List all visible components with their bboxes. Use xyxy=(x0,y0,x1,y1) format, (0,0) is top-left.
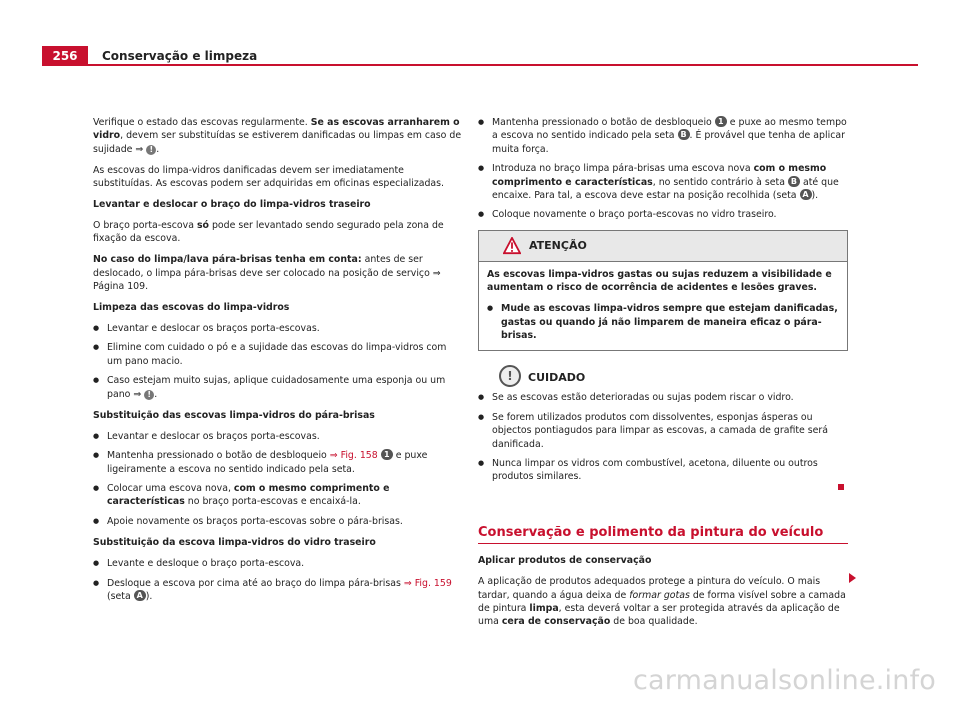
caution-header xyxy=(478,365,848,391)
label-badge: A xyxy=(800,189,812,200)
continue-arrow-icon xyxy=(849,573,856,583)
list-item: ● Introduza no braço limpa pára-brisas uma escova nova com o mesmo comprimento e características, no sentido contrário à seta B até que encaixe. Para tal, a escova deve estar na posição recolhida (seta A ). xyxy=(478,162,848,202)
list-item: ● Caso estejam muito sujas, aplique cuidadosamente uma esponja ou um pano ⇒ ! . xyxy=(93,374,463,401)
warning-header xyxy=(479,231,847,262)
warning-title: ATENÇÃO xyxy=(529,238,587,252)
list-item: ● Levantar e deslocar os braços porta-escovas. xyxy=(93,430,463,443)
subheading: Substituição da escova limpa-vidros do vidro traseiro xyxy=(93,537,376,549)
section-title: Conservação e limpeza xyxy=(102,49,258,63)
watermark: carmanualsonline.info xyxy=(633,664,936,696)
list-item: ● Mantenha pressionado o botão de desbloqueio ⇒ Fig. 158 1 e puxe ligeiramente a escova no sentido indicado pela seta. xyxy=(93,449,463,476)
paragraph: As escovas do limpa-vidros danificadas devem ser imediatamente substituídas. As escovas podem ser adquiridas em oficinas especializadas. xyxy=(93,164,445,190)
header-rule xyxy=(42,64,918,66)
label-badge: B xyxy=(678,129,690,140)
label-badge: 1 xyxy=(715,116,727,127)
warning-box xyxy=(478,230,848,352)
page-number: 256 xyxy=(42,46,88,66)
caution-icon: ! xyxy=(144,390,154,400)
right-column xyxy=(478,116,848,636)
subheading: Limpeza das escovas do limpa-vidros xyxy=(93,301,290,313)
paragraph: No caso do limpa/lava pára-brisas tenha em conta: antes de ser deslocado, o limpa pára-brisas deve ser colocado na posição de serviço ⇒ Página 109. xyxy=(93,254,441,293)
paragraph: O braço porta-escova só pode ser levantado sendo segurado pela zona de fixação da escova. xyxy=(93,219,444,245)
subheading: Aplicar produtos de conservação xyxy=(478,555,652,567)
subheading: Levantar e deslocar o braço do limpa-vidros traseiro xyxy=(93,199,371,211)
figure-link[interactable]: ⇒ Fig. 159 xyxy=(403,577,452,589)
paragraph: A aplicação de produtos adequados protege a pintura do veículo. O mais tardar, quando a água deixa de formar gotas de forma visível sobre a camada de pintura limpa, esta deverá voltar a ser protegida através da aplicação de uma cera de conservação de boa qualidade. xyxy=(478,576,846,628)
label-badge: B xyxy=(788,176,800,187)
list-item: ● Coloque novamente o braço porta-escovas no vidro traseiro. xyxy=(478,208,848,221)
list-item: ● Se forem utilizados produtos com dissolventes, esponjas ásperas ou objectos pontiagudos para limpar as escovas, a camada de grafite será danificada. xyxy=(478,411,848,451)
label-badge: 1 xyxy=(381,449,393,460)
caution-icon: ! xyxy=(499,365,521,387)
label-badge: A xyxy=(134,590,146,601)
warning-list-item: ● Mude as escovas limpa-vidros sempre que estejam danificadas, gastas ou quando já não limparem de maneira eficaz o pára-brisas. xyxy=(487,302,839,342)
end-of-section-mark xyxy=(838,484,844,490)
list-item: ● Nunca limpar os vidros com combustível, acetona, diluente ou outros produtos similares. xyxy=(478,457,848,484)
warning-body xyxy=(479,262,847,351)
figure-link[interactable]: ⇒ Fig. 158 xyxy=(329,450,378,462)
list-item: ● Colocar uma escova nova, com o mesmo comprimento e características no braço porta-escovas e encaixá-la. xyxy=(93,482,463,509)
caution-icon: ! xyxy=(146,145,156,155)
left-column xyxy=(93,116,463,609)
list-item: ● Desloque a escova por cima até ao braço do limpa pára-brisas ⇒ Fig. 159 (seta A ). xyxy=(93,577,463,604)
warning-text: As escovas limpa-vidros gastas ou sujas reduzem a visibilidade e aumentam o risco de ocorrência de acidentes e lesões graves. xyxy=(487,268,832,294)
caution-title: CUIDADO xyxy=(528,371,586,385)
list-item: ● Levantar e deslocar os braços porta-escovas. xyxy=(93,322,463,335)
list-item: ● Se as escovas estão deterioradas ou sujas podem riscar o vidro. xyxy=(478,391,848,404)
list-item: ● Apoie novamente os braços porta-escovas sobre o pára-brisas. xyxy=(93,515,463,528)
subheading: Substituição das escovas limpa-vidros do pára-brisas xyxy=(93,409,375,421)
section-heading: Conservação e polimento da pintura do veículo xyxy=(478,526,848,544)
list-item: ● Elimine com cuidado o pó e a sujidade das escovas do limpa-vidros com um pano macio. xyxy=(93,341,463,368)
paragraph: Verifique o estado das escovas regularmente. Se as escovas arranharem o vidro, devem ser substituídas se estiverem danificadas ou limpas em caso de sujidade ⇒ ! . xyxy=(93,117,462,155)
warning-triangle-icon xyxy=(503,237,521,255)
list-item: ● Levante e desloque o braço porta-escova. xyxy=(93,557,463,570)
list-item: ● Mantenha pressionado o botão de desbloqueio 1 e puxe ao mesmo tempo a escova no sentido indicado pela seta B . É provável que tenha de aplicar muita força. xyxy=(478,116,848,156)
